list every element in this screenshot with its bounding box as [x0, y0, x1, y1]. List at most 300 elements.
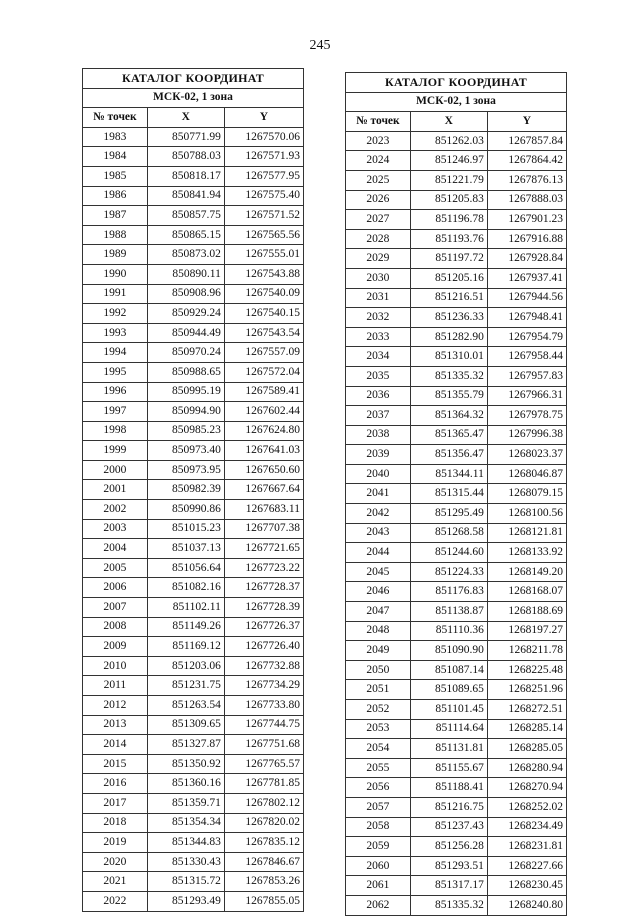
column-header-y: Y	[224, 108, 303, 128]
y-coordinate-cell: 1268100.56	[487, 504, 566, 524]
table-row	[83, 539, 304, 559]
table-row	[83, 735, 304, 755]
x-coordinate-cell: 851359.71	[147, 793, 224, 813]
y-coordinate-cell: 1267557.09	[224, 343, 303, 363]
table-row	[83, 696, 304, 716]
table-row	[83, 402, 304, 422]
point-number-cell: 2051	[346, 680, 411, 700]
x-coordinate-cell: 851114.64	[410, 719, 487, 739]
y-coordinate-cell: 1268188.69	[487, 602, 566, 622]
point-number-cell: 2027	[346, 210, 411, 230]
x-coordinate-cell: 851197.72	[410, 249, 487, 269]
y-coordinate-cell: 1268230.45	[487, 876, 566, 896]
y-coordinate-cell: 1268231.81	[487, 837, 566, 857]
y-coordinate-cell: 1268240.80	[487, 895, 566, 915]
point-number-cell: 2057	[346, 797, 411, 817]
point-number-cell: 1984	[83, 147, 148, 167]
y-coordinate-cell: 1267954.79	[487, 327, 566, 347]
table-row	[83, 500, 304, 520]
point-number-cell: 2048	[346, 621, 411, 641]
x-coordinate-cell: 851335.32	[410, 366, 487, 386]
y-coordinate-cell: 1267864.42	[487, 151, 566, 171]
point-number-cell: 2056	[346, 778, 411, 798]
x-coordinate-cell: 851176.83	[410, 582, 487, 602]
y-coordinate-cell: 1267846.67	[224, 852, 303, 872]
x-coordinate-cell: 851082.16	[147, 578, 224, 598]
x-coordinate-cell: 851169.12	[147, 637, 224, 657]
point-number-cell: 1997	[83, 402, 148, 422]
x-coordinate-cell: 850865.15	[147, 225, 224, 245]
table-row	[346, 151, 567, 171]
table-row	[83, 852, 304, 872]
table-row	[83, 617, 304, 637]
y-coordinate-cell: 1267540.15	[224, 304, 303, 324]
table-row	[346, 523, 567, 543]
point-number-cell: 2009	[83, 637, 148, 657]
x-coordinate-cell: 851087.14	[410, 660, 487, 680]
y-coordinate-cell: 1267888.03	[487, 190, 566, 210]
x-coordinate-cell: 851365.47	[410, 425, 487, 445]
x-coordinate-cell: 851216.75	[410, 797, 487, 817]
y-coordinate-cell: 1267577.95	[224, 166, 303, 186]
x-coordinate-cell: 850771.99	[147, 127, 224, 147]
table-row	[346, 249, 567, 269]
point-number-cell: 2061	[346, 876, 411, 896]
table-row	[346, 719, 567, 739]
y-coordinate-cell: 1267958.44	[487, 347, 566, 367]
y-coordinate-cell: 1267650.60	[224, 460, 303, 480]
x-coordinate-cell: 851246.97	[410, 151, 487, 171]
point-number-cell: 2060	[346, 856, 411, 876]
table-row	[346, 817, 567, 837]
point-number-cell: 2035	[346, 366, 411, 386]
table-row	[346, 425, 567, 445]
x-coordinate-cell: 851335.32	[410, 895, 487, 915]
x-coordinate-cell: 851196.78	[410, 210, 487, 230]
point-number-cell: 2023	[346, 131, 411, 151]
y-coordinate-cell: 1268285.05	[487, 739, 566, 759]
point-number-cell: 2059	[346, 837, 411, 857]
table-row	[83, 715, 304, 735]
y-coordinate-cell: 1267853.26	[224, 872, 303, 892]
point-number-cell: 2033	[346, 327, 411, 347]
y-coordinate-cell: 1267733.80	[224, 696, 303, 716]
table-row	[346, 660, 567, 680]
x-coordinate-cell: 851330.43	[147, 852, 224, 872]
table-row	[346, 797, 567, 817]
point-number-cell: 2014	[83, 735, 148, 755]
y-coordinate-cell: 1267543.54	[224, 323, 303, 343]
point-number-cell: 2012	[83, 696, 148, 716]
column-header-x: X	[147, 108, 224, 128]
table-row	[346, 445, 567, 465]
x-coordinate-cell: 850908.96	[147, 284, 224, 304]
table-row	[83, 245, 304, 265]
table-row	[83, 323, 304, 343]
point-number-cell: 2045	[346, 562, 411, 582]
y-coordinate-cell: 1267928.84	[487, 249, 566, 269]
x-coordinate-cell: 851203.06	[147, 656, 224, 676]
y-coordinate-cell: 1267543.88	[224, 264, 303, 284]
x-coordinate-cell: 851344.11	[410, 464, 487, 484]
x-coordinate-cell: 851037.13	[147, 539, 224, 559]
x-coordinate-cell: 850857.75	[147, 206, 224, 226]
x-coordinate-cell: 851090.90	[410, 641, 487, 661]
y-coordinate-cell: 1267721.65	[224, 539, 303, 559]
catalog-title: КАТАЛОГ КООРДИНАТ	[346, 73, 567, 93]
table-row	[83, 225, 304, 245]
x-coordinate-cell: 850841.94	[147, 186, 224, 206]
y-coordinate-cell: 1267726.40	[224, 637, 303, 657]
x-coordinate-cell: 851309.65	[147, 715, 224, 735]
table-row	[346, 131, 567, 151]
point-number-cell: 1987	[83, 206, 148, 226]
y-coordinate-cell: 1268272.51	[487, 700, 566, 720]
x-coordinate-cell: 850818.17	[147, 166, 224, 186]
x-coordinate-cell: 851237.43	[410, 817, 487, 837]
point-number-cell: 2022	[83, 891, 148, 911]
x-coordinate-cell: 851293.51	[410, 856, 487, 876]
point-number-cell: 2030	[346, 268, 411, 288]
y-coordinate-cell: 1267734.29	[224, 676, 303, 696]
point-number-cell: 1983	[83, 127, 148, 147]
column-header-y: Y	[487, 112, 566, 132]
column-header-x: X	[410, 112, 487, 132]
table-row	[83, 872, 304, 892]
x-coordinate-cell: 851355.79	[410, 386, 487, 406]
table-row	[346, 739, 567, 759]
x-coordinate-cell: 850973.40	[147, 441, 224, 461]
y-coordinate-cell: 1267901.23	[487, 210, 566, 230]
x-coordinate-cell: 850995.19	[147, 382, 224, 402]
point-number-cell: 2041	[346, 484, 411, 504]
table-row	[346, 229, 567, 249]
point-number-cell: 2002	[83, 500, 148, 520]
x-coordinate-cell: 851360.16	[147, 774, 224, 794]
point-number-cell: 2028	[346, 229, 411, 249]
point-number-cell: 2034	[346, 347, 411, 367]
table-row	[346, 876, 567, 896]
y-coordinate-cell: 1267948.41	[487, 308, 566, 328]
point-number-cell: 1992	[83, 304, 148, 324]
column-header-point: № точек	[346, 112, 411, 132]
table-row	[83, 637, 304, 657]
x-coordinate-cell: 851315.72	[147, 872, 224, 892]
y-coordinate-cell: 1268270.94	[487, 778, 566, 798]
x-coordinate-cell: 850944.49	[147, 323, 224, 343]
table-row	[346, 210, 567, 230]
point-number-cell: 2038	[346, 425, 411, 445]
table-row	[83, 519, 304, 539]
y-coordinate-cell: 1268225.48	[487, 660, 566, 680]
point-number-cell: 2010	[83, 656, 148, 676]
x-coordinate-cell: 851231.75	[147, 676, 224, 696]
y-coordinate-cell: 1267624.80	[224, 421, 303, 441]
zone-label: МСК-02, 1 зона	[346, 92, 567, 112]
point-number-cell: 1996	[83, 382, 148, 402]
table-row	[83, 362, 304, 382]
point-number-cell: 2043	[346, 523, 411, 543]
table-row	[346, 170, 567, 190]
point-number-cell: 1986	[83, 186, 148, 206]
y-coordinate-cell: 1267570.06	[224, 127, 303, 147]
right-coordinate-table	[345, 72, 567, 916]
table-row	[346, 406, 567, 426]
y-coordinate-cell: 1267978.75	[487, 406, 566, 426]
x-coordinate-cell: 851244.60	[410, 543, 487, 563]
point-number-cell: 2037	[346, 406, 411, 426]
table-row	[83, 833, 304, 853]
table-row	[346, 837, 567, 857]
y-coordinate-cell: 1268149.20	[487, 562, 566, 582]
y-coordinate-cell: 1267728.37	[224, 578, 303, 598]
point-number-cell: 1991	[83, 284, 148, 304]
x-coordinate-cell: 851354.34	[147, 813, 224, 833]
x-coordinate-cell: 850982.39	[147, 480, 224, 500]
y-coordinate-cell: 1267540.09	[224, 284, 303, 304]
point-number-cell: 2029	[346, 249, 411, 269]
x-coordinate-cell: 850970.24	[147, 343, 224, 363]
table-row	[346, 308, 567, 328]
table-row	[346, 504, 567, 524]
x-coordinate-cell: 851327.87	[147, 735, 224, 755]
y-coordinate-cell: 1267726.37	[224, 617, 303, 637]
left-coordinate-table	[82, 68, 304, 912]
catalog-title: КАТАЛОГ КООРДИНАТ	[83, 69, 304, 89]
point-number-cell: 2015	[83, 754, 148, 774]
x-coordinate-cell: 851149.26	[147, 617, 224, 637]
point-number-cell: 1988	[83, 225, 148, 245]
x-coordinate-cell: 851350.92	[147, 754, 224, 774]
table-row	[83, 558, 304, 578]
point-number-cell: 1989	[83, 245, 148, 265]
table-row	[83, 460, 304, 480]
x-coordinate-cell: 850788.03	[147, 147, 224, 167]
y-coordinate-cell: 1267732.88	[224, 656, 303, 676]
x-coordinate-cell: 851315.44	[410, 484, 487, 504]
x-coordinate-cell: 850985.23	[147, 421, 224, 441]
x-coordinate-cell: 851015.23	[147, 519, 224, 539]
point-number-cell: 2007	[83, 598, 148, 618]
table-row	[346, 347, 567, 367]
table-row	[83, 774, 304, 794]
point-number-cell: 1999	[83, 441, 148, 461]
table-row	[346, 895, 567, 915]
y-coordinate-cell: 1267957.83	[487, 366, 566, 386]
x-coordinate-cell: 850890.11	[147, 264, 224, 284]
point-number-cell: 2031	[346, 288, 411, 308]
point-number-cell: 2024	[346, 151, 411, 171]
point-number-cell: 2020	[83, 852, 148, 872]
table-row	[83, 598, 304, 618]
x-coordinate-cell: 850973.95	[147, 460, 224, 480]
x-coordinate-cell: 850988.65	[147, 362, 224, 382]
y-coordinate-cell: 1267744.75	[224, 715, 303, 735]
x-coordinate-cell: 850873.02	[147, 245, 224, 265]
y-coordinate-cell: 1267589.41	[224, 382, 303, 402]
page-number: 245	[309, 38, 331, 53]
point-number-cell: 2050	[346, 660, 411, 680]
x-coordinate-cell: 851205.83	[410, 190, 487, 210]
point-number-cell: 2021	[83, 872, 148, 892]
x-coordinate-cell: 851310.01	[410, 347, 487, 367]
y-coordinate-cell: 1268252.02	[487, 797, 566, 817]
y-coordinate-cell: 1268251.96	[487, 680, 566, 700]
point-number-cell: 2058	[346, 817, 411, 837]
y-coordinate-cell: 1267683.11	[224, 500, 303, 520]
table-row	[346, 484, 567, 504]
table-row	[83, 127, 304, 147]
y-coordinate-cell: 1268227.66	[487, 856, 566, 876]
table-row	[83, 304, 304, 324]
table-row	[83, 166, 304, 186]
table-row	[83, 382, 304, 402]
y-coordinate-cell: 1267728.39	[224, 598, 303, 618]
y-coordinate-cell: 1268280.94	[487, 758, 566, 778]
y-coordinate-cell: 1268121.81	[487, 523, 566, 543]
point-number-cell: 2003	[83, 519, 148, 539]
table-row	[346, 641, 567, 661]
x-coordinate-cell: 851317.17	[410, 876, 487, 896]
point-number-cell: 1985	[83, 166, 148, 186]
left-table-body	[83, 127, 304, 911]
table-row	[346, 327, 567, 347]
table-row	[83, 206, 304, 226]
y-coordinate-cell: 1268197.27	[487, 621, 566, 641]
x-coordinate-cell: 851110.36	[410, 621, 487, 641]
point-number-cell: 2062	[346, 895, 411, 915]
y-coordinate-cell: 1267641.03	[224, 441, 303, 461]
x-coordinate-cell: 851221.79	[410, 170, 487, 190]
table-row	[346, 778, 567, 798]
point-number-cell: 2053	[346, 719, 411, 739]
y-coordinate-cell: 1267765.57	[224, 754, 303, 774]
y-coordinate-cell: 1267855.05	[224, 891, 303, 911]
x-coordinate-cell: 851295.49	[410, 504, 487, 524]
y-coordinate-cell: 1268168.07	[487, 582, 566, 602]
y-coordinate-cell: 1267820.02	[224, 813, 303, 833]
point-number-cell: 1993	[83, 323, 148, 343]
table-row	[83, 578, 304, 598]
point-number-cell: 2025	[346, 170, 411, 190]
table-row	[346, 582, 567, 602]
x-coordinate-cell: 851155.67	[410, 758, 487, 778]
point-number-cell: 2018	[83, 813, 148, 833]
y-coordinate-cell: 1267835.12	[224, 833, 303, 853]
table-row	[346, 543, 567, 563]
y-coordinate-cell: 1267937.41	[487, 268, 566, 288]
x-coordinate-cell: 851356.47	[410, 445, 487, 465]
y-coordinate-cell: 1267602.44	[224, 402, 303, 422]
y-coordinate-cell: 1267944.56	[487, 288, 566, 308]
point-number-cell: 2054	[346, 739, 411, 759]
y-coordinate-cell: 1267966.31	[487, 386, 566, 406]
y-coordinate-cell: 1267857.84	[487, 131, 566, 151]
table-row	[346, 464, 567, 484]
x-coordinate-cell: 850990.86	[147, 500, 224, 520]
table-row	[83, 813, 304, 833]
x-coordinate-cell: 850929.24	[147, 304, 224, 324]
point-number-cell: 2049	[346, 641, 411, 661]
point-number-cell: 2044	[346, 543, 411, 563]
table-row	[83, 793, 304, 813]
y-coordinate-cell: 1268133.92	[487, 543, 566, 563]
point-number-cell: 2026	[346, 190, 411, 210]
table-row	[83, 343, 304, 363]
x-coordinate-cell: 851089.65	[410, 680, 487, 700]
point-number-cell: 2001	[83, 480, 148, 500]
point-number-cell: 2046	[346, 582, 411, 602]
y-coordinate-cell: 1267572.04	[224, 362, 303, 382]
point-number-cell: 2052	[346, 700, 411, 720]
point-number-cell: 2004	[83, 539, 148, 559]
point-number-cell: 2017	[83, 793, 148, 813]
y-coordinate-cell: 1267751.68	[224, 735, 303, 755]
y-coordinate-cell: 1267707.38	[224, 519, 303, 539]
table-row	[346, 288, 567, 308]
table-row	[83, 891, 304, 911]
y-coordinate-cell: 1267575.40	[224, 186, 303, 206]
table-row	[346, 856, 567, 876]
table-row	[346, 562, 567, 582]
x-coordinate-cell: 850994.90	[147, 402, 224, 422]
y-coordinate-cell: 1268046.87	[487, 464, 566, 484]
zone-label: МСК-02, 1 зона	[83, 88, 304, 108]
point-number-cell: 2036	[346, 386, 411, 406]
x-coordinate-cell: 851193.76	[410, 229, 487, 249]
x-coordinate-cell: 851263.54	[147, 696, 224, 716]
y-coordinate-cell: 1268023.37	[487, 445, 566, 465]
y-coordinate-cell: 1267555.01	[224, 245, 303, 265]
y-coordinate-cell: 1267565.56	[224, 225, 303, 245]
table-row	[83, 284, 304, 304]
y-coordinate-cell: 1268079.15	[487, 484, 566, 504]
table-row	[346, 602, 567, 622]
table-row	[83, 754, 304, 774]
x-coordinate-cell: 851101.45	[410, 700, 487, 720]
x-coordinate-cell: 851138.87	[410, 602, 487, 622]
y-coordinate-cell: 1267876.13	[487, 170, 566, 190]
table-row	[83, 186, 304, 206]
x-coordinate-cell: 851205.16	[410, 268, 487, 288]
table-row	[346, 758, 567, 778]
point-number-cell: 2013	[83, 715, 148, 735]
point-number-cell: 2016	[83, 774, 148, 794]
table-row	[83, 676, 304, 696]
table-row	[346, 700, 567, 720]
x-coordinate-cell: 851256.28	[410, 837, 487, 857]
point-number-cell: 2008	[83, 617, 148, 637]
table-row	[346, 680, 567, 700]
point-number-cell: 2039	[346, 445, 411, 465]
y-coordinate-cell: 1267723.22	[224, 558, 303, 578]
point-number-cell: 2040	[346, 464, 411, 484]
point-number-cell: 1995	[83, 362, 148, 382]
y-coordinate-cell: 1267781.85	[224, 774, 303, 794]
table-row	[83, 264, 304, 284]
right-table-body	[346, 131, 567, 915]
point-number-cell: 2055	[346, 758, 411, 778]
table-row	[83, 656, 304, 676]
point-number-cell: 2005	[83, 558, 148, 578]
y-coordinate-cell: 1268234.49	[487, 817, 566, 837]
point-number-cell: 1998	[83, 421, 148, 441]
point-number-cell: 2019	[83, 833, 148, 853]
table-row	[346, 621, 567, 641]
x-coordinate-cell: 851236.33	[410, 308, 487, 328]
x-coordinate-cell: 851056.64	[147, 558, 224, 578]
y-coordinate-cell: 1267996.38	[487, 425, 566, 445]
